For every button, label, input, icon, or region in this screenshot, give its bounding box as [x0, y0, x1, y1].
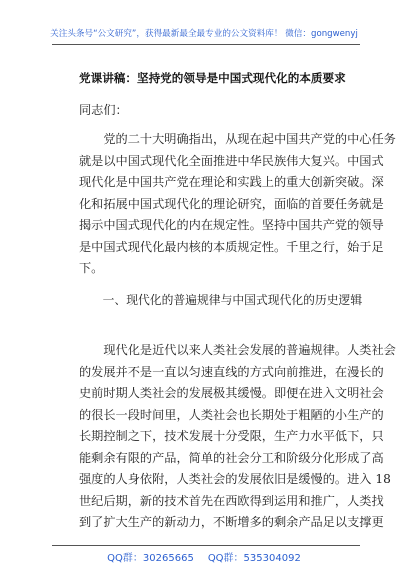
paragraph-line: 世纪后期，新的技术首先在西欧得到运用和推广，人类找 — [79, 493, 384, 508]
header-promo-note: 关注头条号“公文研究”，获得最新最全最专业的公文资料库！ 微信：gongwenyj — [50, 29, 358, 39]
paragraph-line: 现代化是近代以来人类社会发展的普遍规律。人类社会 — [79, 343, 396, 357]
paragraph-line: 是中国式现代化最内核的本质规定性。千里之行，始于足 — [79, 239, 384, 254]
paragraph-line: 强度的人身依附，人类社会的发展依旧是缓慢的。进入 18 — [79, 472, 391, 486]
paragraph-line: 化和拓展中国式现代化的理论研究，面临的首要任务就是 — [79, 196, 384, 211]
footer-qq-group-2: QQ群：535304092 — [207, 553, 301, 564]
paragraph-line: 长期控制之下，技术发展十分受限，生产力水平低下，只 — [79, 429, 384, 443]
salutation: 同志们： — [79, 103, 128, 117]
paragraph-line: 党的二十大明确指出，从现在起中国共产党的中心任务 — [79, 132, 396, 146]
paragraph-line: 能剩余有限的产品，简单的社会分工和阶级分化形成了高 — [79, 450, 384, 465]
footer-divider — [52, 545, 360, 546]
paragraph-line: 揭示中国式现代化的内在规定性。坚持中国共产党的领导 — [79, 218, 384, 232]
footer-contact — [0, 549, 408, 564]
paragraph-intro — [79, 129, 396, 280]
paragraph-line: 现代化是中国共产党在理论和实践上的重大创新突破。深 — [79, 175, 384, 189]
section-heading: 一、现代化的普遍规律与中国式现代化的历史逻辑 — [79, 293, 363, 307]
footer-qq-group-1: QQ群：30265665 — [107, 553, 194, 564]
paragraph-line: 的很长一段时间里，人类社会也长期处于粗陋的小生产的 — [79, 407, 384, 422]
paragraph-modernization — [79, 340, 396, 534]
paragraph-line: 就是以中国式现代化全面推进中华民族伟大复兴。中国式 — [79, 153, 384, 168]
paragraph-line: 史前时期人类社会的发展极其缓慢。即便在进入文明社会 — [79, 386, 384, 400]
header-divider — [52, 44, 360, 45]
paragraph-line: 的发展并不是一直以匀速直线的方式向前推进，在漫长的 — [79, 364, 384, 379]
paragraph-line: 到了扩大生产的新动力，不断增多的剩余产品足以支撑更 — [79, 515, 384, 529]
document-title: 党课讲稿：坚持党的领导是中国式现代化的本质要求 — [79, 71, 346, 85]
paragraph-line: 下。 — [79, 261, 104, 275]
